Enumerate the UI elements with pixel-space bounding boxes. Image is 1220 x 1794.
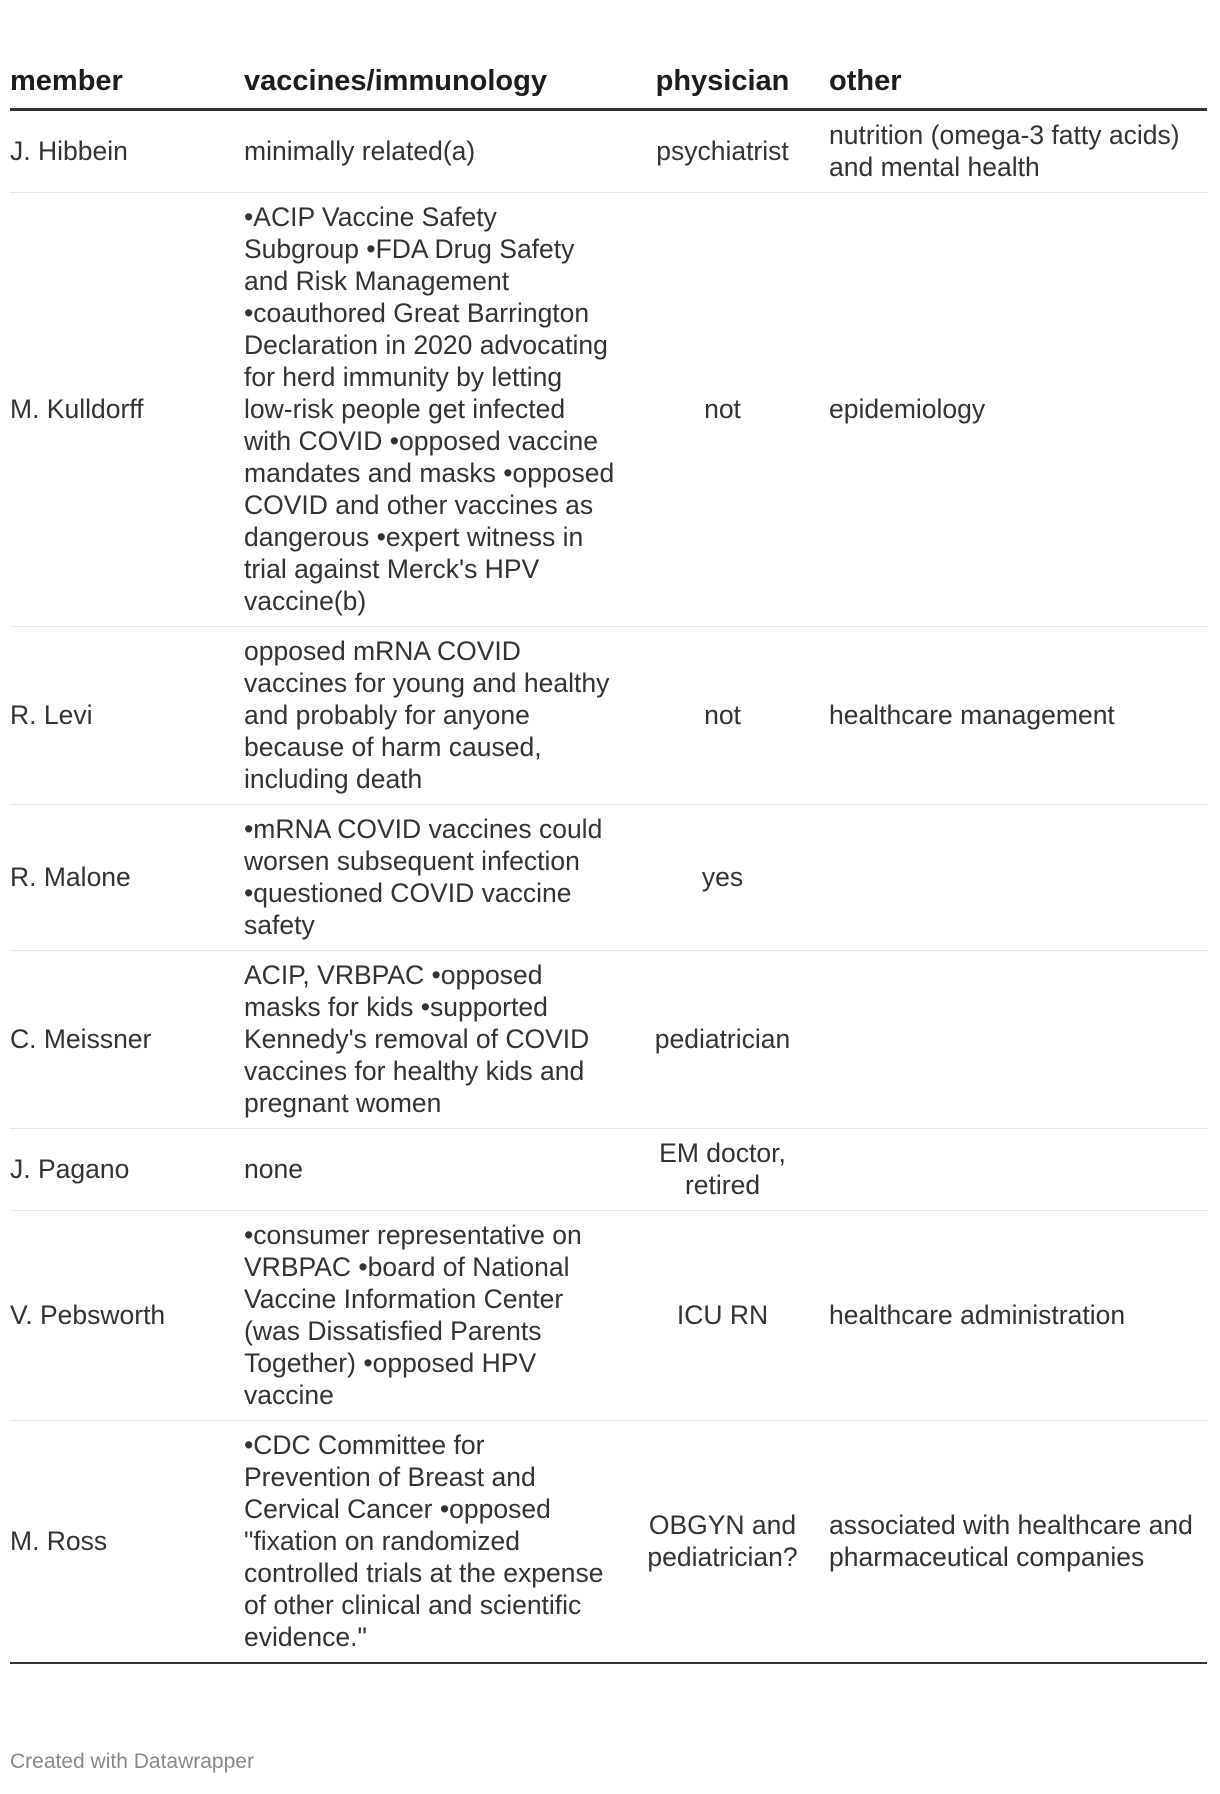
cell-vaccines: minimally related(a) xyxy=(244,110,638,193)
cell-vaccines: •ACIP Vaccine Safety Subgroup •FDA Drug Safety and Risk Management •coauthored Great Barrington Declaration in 2020 advocating for herd immunity by letting low-risk people get infected with COVID •opposed vaccine mandates and masks •opposed COVID and other vaccines as dangerous •expert witness in trial against Merck's HPV vaccine(b) xyxy=(244,193,638,627)
cell-other: nutrition (omega-3 fatty acids) and mental health xyxy=(807,110,1207,193)
cell-other xyxy=(807,805,1207,951)
cell-physician: pediatrician xyxy=(638,951,807,1129)
table-header xyxy=(10,30,1207,110)
cell-vaccines: opposed mRNA COVID vaccines for young and healthy and probably for anyone because of harm caused, including death xyxy=(244,627,638,805)
cell-other xyxy=(807,951,1207,1129)
cell-member: C. Meissner xyxy=(10,951,244,1129)
cell-vaccines: ACIP, VRBPAC •opposed masks for kids •supported Kennedy's removal of COVID vaccines for healthy kids and pregnant women xyxy=(244,951,638,1129)
cell-other: healthcare management xyxy=(807,627,1207,805)
table-row xyxy=(10,1129,1207,1211)
table-row xyxy=(10,110,1207,193)
datawrapper-credit[interactable]: Created with Datawrapper xyxy=(10,1750,254,1773)
table-row xyxy=(10,951,1207,1129)
members-table xyxy=(10,30,1207,1664)
cell-member: V. Pebsworth xyxy=(10,1211,244,1421)
cell-other: associated with healthcare and pharmaceutical companies xyxy=(807,1421,1207,1664)
cell-vaccines: •CDC Committee for Prevention of Breast and Cervical Cancer •opposed "fixation on randomized controlled trials at the expense of other clinical and scientific evidence." xyxy=(244,1421,638,1664)
cell-physician: not xyxy=(638,193,807,627)
cell-member: R. Levi xyxy=(10,627,244,805)
cell-member: J. Pagano xyxy=(10,1129,244,1211)
cell-physician: OBGYN and pediatrician? xyxy=(638,1421,807,1664)
cell-member: J. Hibbein xyxy=(10,110,244,193)
cell-vaccines: •consumer representative on VRBPAC •board of National Vaccine Information Center (was Dissatisfied Parents Together) •opposed HPV vaccine xyxy=(244,1211,638,1421)
header-row xyxy=(10,30,1207,110)
header-other[interactable]: other xyxy=(807,30,1207,110)
cell-physician: ICU RN xyxy=(638,1211,807,1421)
cell-physician: not xyxy=(638,627,807,805)
cell-other: epidemiology xyxy=(807,193,1207,627)
cell-other xyxy=(807,1129,1207,1211)
cell-member: M. Ross xyxy=(10,1421,244,1664)
cell-physician: EM doctor, retired xyxy=(638,1129,807,1211)
header-vaccines-immunology[interactable]: vaccines/immunology xyxy=(244,30,638,110)
cell-member: M. Kulldorff xyxy=(10,193,244,627)
table-body xyxy=(10,110,1207,1664)
table-row xyxy=(10,805,1207,951)
cell-physician: psychiatrist xyxy=(638,110,807,193)
cell-physician: yes xyxy=(638,805,807,951)
table-row xyxy=(10,627,1207,805)
table-row xyxy=(10,1421,1207,1664)
header-physician[interactable]: physician xyxy=(638,30,807,110)
table-row xyxy=(10,1211,1207,1421)
header-member[interactable]: member xyxy=(10,30,244,110)
cell-other: healthcare administration xyxy=(807,1211,1207,1421)
table-row xyxy=(10,193,1207,627)
cell-member: R. Malone xyxy=(10,805,244,951)
cell-vaccines: none xyxy=(244,1129,638,1211)
cell-vaccines: •mRNA COVID vaccines could worsen subsequent infection •questioned COVID vaccine safety xyxy=(244,805,638,951)
